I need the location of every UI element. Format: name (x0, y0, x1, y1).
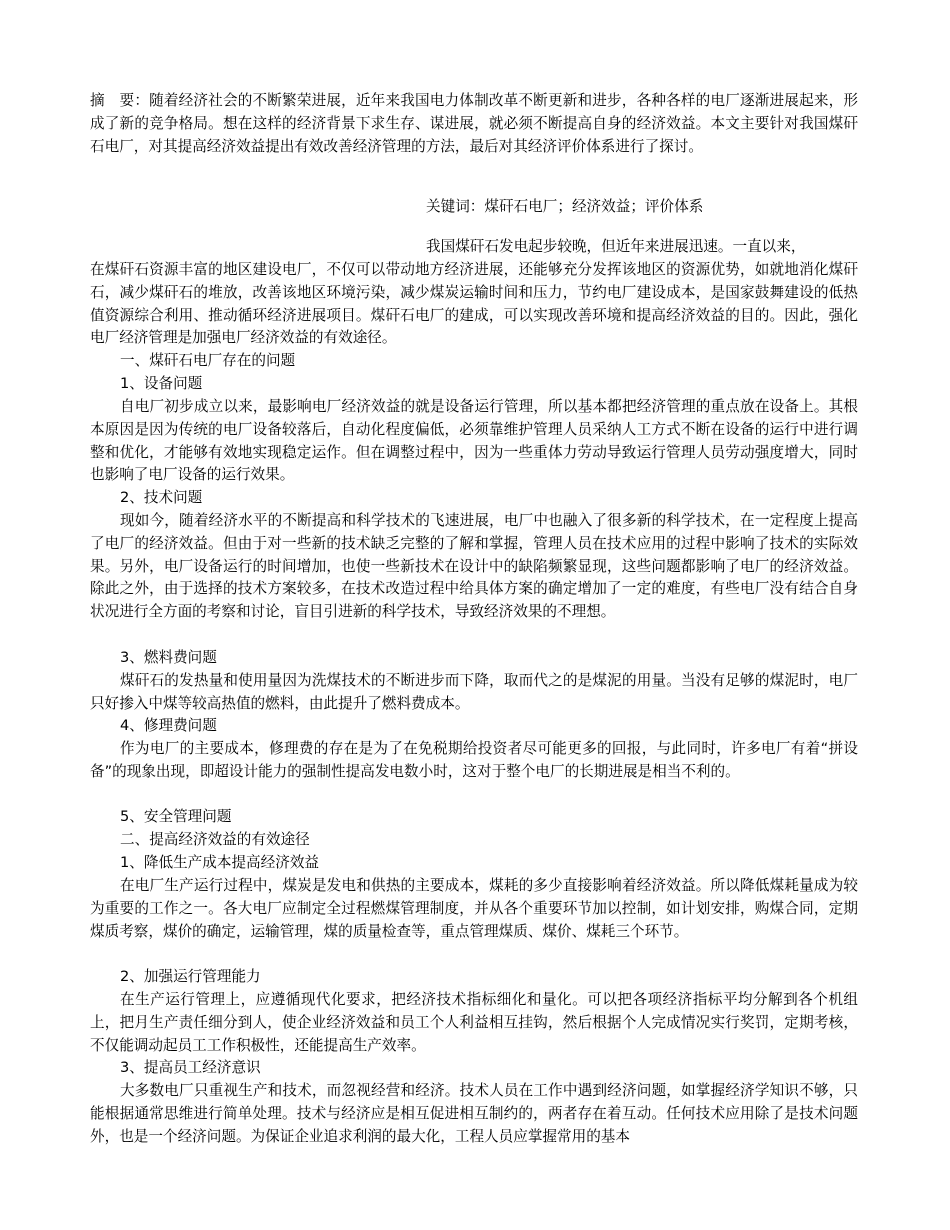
paragraph-equipment: 自电厂初步成立以来，最影响电厂经济效益的就是设备运行管理，所以基本都把经济管理的重点放在设备上。其根本原因是因为传统的电厂设备较落后，自动化程度偏低，必须靠维护管理人员采纳人工方式不断在设备的运行中进行调整和优化，才能够有效地实现稳定运作。但在调整过程中，因为一些重体力劳动导致运行管理人员劳动强度增大，同时也影响了电厂设备的运行效果。 (90, 398, 858, 484)
subheading-repair-cost: 4、修理费问题 (120, 717, 217, 734)
paragraph-fuel-cost: 煤矸石的发热量和使用量因为洗煤技术的不断进步而下降，取而代之的是煤泥的用量。当没有足够的煤泥时，电厂只好掺入中煤等较高热值的燃料，由此提升了燃料费成本。 (90, 672, 858, 712)
section-heading-solutions: 二、提高经济效益的有效途径 (120, 831, 310, 848)
keywords-line: 关键词：煤矸石电厂；经济效益；评价体系 (426, 198, 704, 215)
abstract-paragraph: 摘 要：随着经济社会的不断繁荣进展，近年来我国电力体制改革不断更新和进步，各种各样的电厂逐渐进展起来，形成了新的竞争格局。想在这样的经济背景下求生存、谋进展，就必须不断提高自身的经济效益。本文主要针对我国煤矸石电厂，对其提高经济效益提出有效改善经济管理的方法，最后对其经济评价体系进行了探讨。 (90, 92, 858, 155)
section-heading-problems: 一、煤矸石电厂存在的问题 (120, 352, 296, 369)
subheading-operations: 2、加强运行管理能力 (120, 968, 261, 985)
intro-first-line: 我国煤矸石发电起步较晚，但近年来进展迅速。一直以来， (426, 238, 806, 255)
subheading-equipment: 1、设备问题 (120, 375, 203, 392)
paragraph-technology: 现如今，随着经济水平的不断提高和科学技术的飞速进展，电厂中也融入了很多新的科学技术，在一定程度上提高了电厂的经济效益。但由于对一些新的技术缺乏完整的了解和掌握，管理人员在技术应用的过程中影响了技术的实际效果。另外，电厂设备运行的时间增加，也使一些新技术在设计中的缺陷频繁显现，这些问题都影响了电厂的经济效益。除此之外，由于选择的技术方案较多，在技术改造过程中给具体方案的确定增加了一定的难度，有些电厂没有结合自身状况进行全方面的考察和讨论，盲目引进新的科学技术，导致经济效果的不理想。 (90, 512, 858, 621)
paragraph-awareness: 大多数电厂只重视生产和技术，而忽视经营和经济。技术人员在工作中遇到经济问题，如掌握经济学知识不够，只能根据通常思维进行简单处理。技术与经济应是相互促进相互制约的，两者存在着互动。任何技术应用除了是技术问题外，也是一个经济问题。为保证企业追求利润的最大化，工程人员应掌握常用的基本 (90, 1082, 858, 1145)
subheading-fuel-cost: 3、燃料费问题 (120, 649, 217, 666)
subheading-awareness: 3、提高员工经济意识 (120, 1059, 261, 1076)
paragraph-reduce-cost: 在电厂生产运行过程中，煤炭是发电和供热的主要成本，煤耗的多少直接影响着经济效益。所以降低煤耗量成为较为重要的工作之一。各大电厂应制定全过程燃煤管理制度，并从各个重要环节加以控制，如计划安排，购煤合同，定期煤质考察，煤价的确定，运输管理，煤的质量检查等，重点管理煤质、煤价、煤耗三个环节。 (90, 877, 858, 940)
subheading-safety: 5、安全管理问题 (120, 808, 232, 825)
intro-paragraph: 在煤矸石资源丰富的地区建设电厂，不仅可以带动地方经济进展，还能够充分发挥该地区的资源优势，如就地消化煤矸石，减少煤矸石的堆放，改善该地区环境污染，减少煤炭运输时间和压力，节约电厂建设成本，是国家鼓舞建设的低热值资源综合利用、推动循环经济进展项目。煤矸石电厂的建成，可以实现改善环境和提高经济效益的目的。因此，强化电厂经济管理是加强电厂经济效益的有效途径。 (90, 261, 858, 347)
subheading-reduce-cost: 1、降低生产成本提高经济效益 (120, 854, 320, 871)
paragraph-operations: 在生产运行管理上，应遵循现代化要求，把经济技术指标细化和量化。可以把各项经济指标平均分解到各个机组上，把月生产责任细分到人，使企业经济效益和员工个人利益相互挂钩，然后根据个人完成情况实行奖罚，定期考核，不仅能调动起员工工作积极性，还能提高生产效率。 (90, 991, 858, 1054)
subheading-technology: 2、技术问题 (120, 489, 203, 506)
paragraph-repair-cost: 作为电厂的主要成本，修理费的存在是为了在免税期给投资者尽可能更多的回报，与此同时，许多电厂有着“拼设备”的现象出现，即超设计能力的强制性提高发电数小时，这对于整个电厂的长期进展是相当不利的。 (90, 740, 858, 780)
